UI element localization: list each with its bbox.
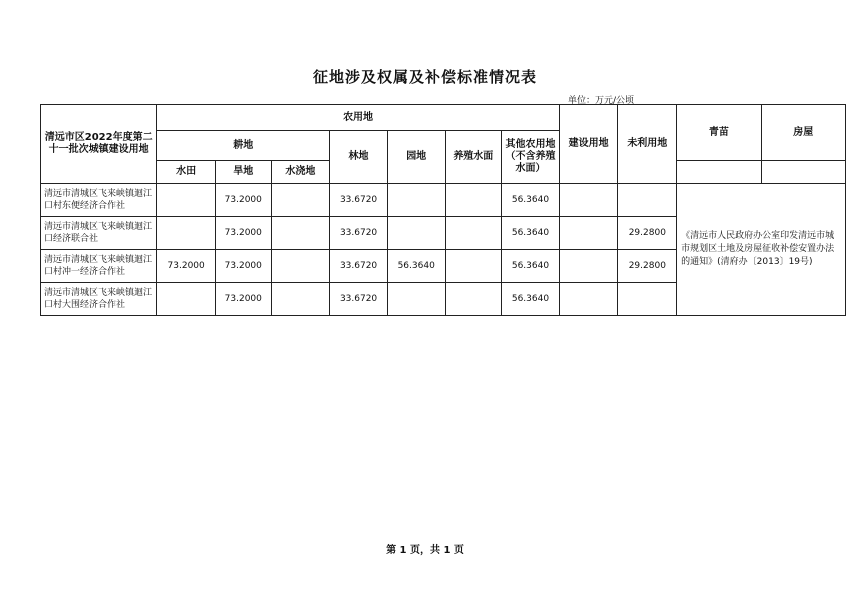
cell-irrigated [271, 283, 330, 316]
compensation-table [40, 104, 846, 316]
cell-garden: 56.3640 [387, 250, 445, 283]
cell-other: 56.3640 [502, 250, 560, 283]
header-construction: 建设用地 [559, 105, 618, 184]
cell-forest: 33.6720 [330, 184, 388, 217]
page-number: 第 1 页，共 1 页 [386, 545, 464, 556]
cell-paddy [157, 283, 216, 316]
header-other-agri: 其他农用地（不含养殖水面） [502, 131, 560, 184]
cell-dry: 73.2000 [215, 283, 271, 316]
document-title: 征地涉及权属及补偿标准情况表 [312, 68, 537, 86]
cell-unused: 29.2800 [618, 217, 677, 250]
cell-forest: 33.6720 [330, 217, 388, 250]
header-project: 清远市区2022年度第二十一批次城镇建设用地 [41, 105, 157, 184]
seedling-blank-cell [677, 161, 761, 184]
cell-construction [559, 184, 618, 217]
cell-aquaculture [445, 184, 502, 217]
cell-irrigated [271, 184, 330, 217]
header-housing: 房屋 [761, 105, 845, 161]
row-name: 清远市清城区飞来峡镇迴江口村冲一经济合作社 [41, 250, 157, 283]
cell-construction [559, 250, 618, 283]
row-name: 清远市清城区飞来峡镇迴江口村大围经济合作社 [41, 283, 157, 316]
cell-dry: 73.2000 [215, 184, 271, 217]
cell-garden [387, 184, 445, 217]
cell-forest: 33.6720 [330, 250, 388, 283]
table-row [41, 184, 846, 217]
cell-aquaculture [445, 217, 502, 250]
housing-blank-cell [761, 161, 845, 184]
cell-irrigated [271, 250, 330, 283]
cell-aquaculture [445, 283, 502, 316]
header-forest: 林地 [330, 131, 388, 184]
cell-forest: 33.6720 [330, 283, 388, 316]
cell-paddy: 73.2000 [157, 250, 216, 283]
cell-other: 56.3640 [502, 217, 560, 250]
header-cultivated: 耕地 [157, 131, 330, 161]
cell-garden [387, 283, 445, 316]
cell-aquaculture [445, 250, 502, 283]
cell-paddy [157, 217, 216, 250]
header-unused: 未利用地 [618, 105, 677, 184]
cell-other: 56.3640 [502, 283, 560, 316]
cell-construction [559, 283, 618, 316]
cell-irrigated [271, 217, 330, 250]
header-farmland: 农用地 [157, 105, 560, 131]
cell-unused [618, 184, 677, 217]
row-name: 清远市清城区飞来峡镇迴江口村东便经济合作社 [41, 184, 157, 217]
header-seedling: 青苗 [677, 105, 761, 161]
cell-unused: 29.2800 [618, 250, 677, 283]
cell-dry: 73.2000 [215, 250, 271, 283]
cell-unused [618, 283, 677, 316]
row-name: 清远市清城区飞来峡镇迴江口经济联合社 [41, 217, 157, 250]
cell-construction [559, 217, 618, 250]
header-dry: 旱地 [215, 161, 271, 184]
header-garden: 园地 [387, 131, 445, 184]
cell-paddy [157, 184, 216, 217]
header-aquaculture: 养殖水面 [445, 131, 502, 184]
cell-other: 56.3640 [502, 184, 560, 217]
cell-dry: 73.2000 [215, 217, 271, 250]
header-paddy: 水田 [157, 161, 216, 184]
header-irrigated: 水浇地 [271, 161, 330, 184]
regulation-note: 《清远市人民政府办公室印发清远市城市规划区土地及房屋征收补偿安置办法的通知》(清府办〔2013〕19号) [677, 184, 846, 316]
unit-label: 单位：万元/公顷 [568, 96, 635, 106]
cell-garden [387, 217, 445, 250]
